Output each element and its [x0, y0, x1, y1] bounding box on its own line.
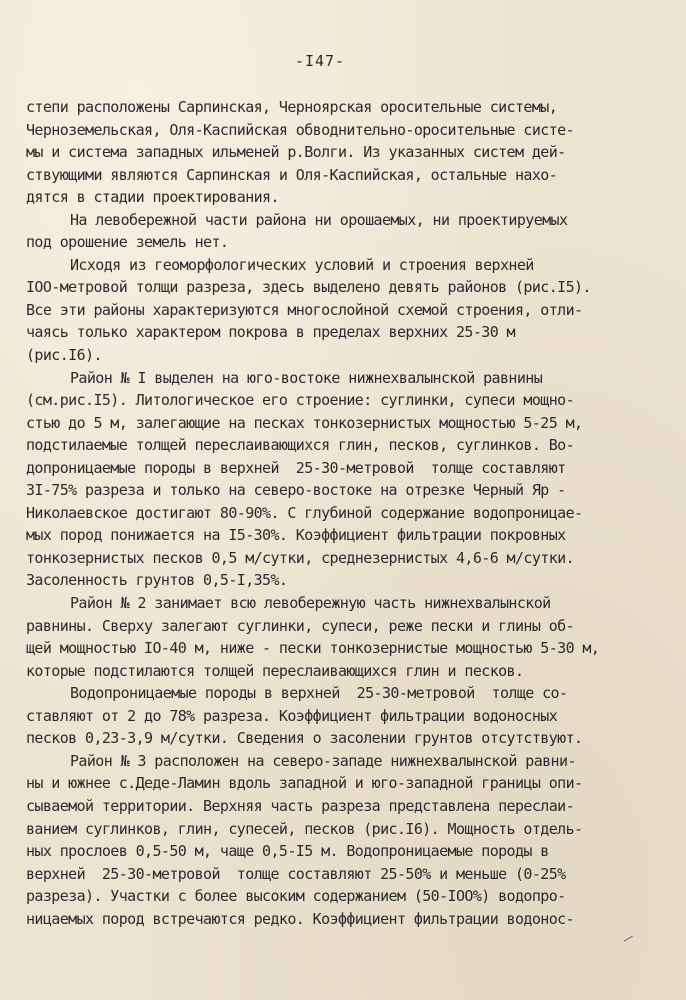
text-line: Район № I выделен на юго-востоке нижнехвалынской равнины — [70, 368, 543, 387]
text-line: ны и южнее с.Деде-Ламин вдоль западной и юго-западной границы опи- — [26, 774, 583, 793]
text-line: ных прослоев 0,5-50 м, чаще 0,5-I5 м. Водопроницаемые породы в — [26, 842, 549, 861]
body-text — [26, 96, 666, 930]
text-line: песков 0,23-3,9 м/сутки. Сведения о засолении грунтов отсутствуют. — [26, 729, 583, 748]
text-line: На левобережной части района ни орошаемых, ни проектируемых — [70, 210, 568, 229]
text-line: Район № 3 расположен на северо-западе нижнехвалынской равни- — [70, 751, 576, 770]
text-line: ницаемых пород встречаются редко. Коэффициент фильтрации водонос- — [26, 909, 575, 928]
page-number: -I47- — [294, 52, 346, 70]
text-line: Засоленность грунтов 0,5-I,35%. — [26, 571, 288, 590]
text-line: (см.рис.I5). Литологическое его строение: суглинки, супеси мощно- — [26, 391, 575, 410]
text-line: степи расположены Сарпинская, Черноярская оросительные системы, — [26, 98, 558, 116]
text-line: (рис.I6). — [26, 346, 102, 365]
text-line: тонкозернистых песков 0,5 м/сутки, среднезернистых 4,6-6 м/сутки. — [26, 548, 575, 567]
text-line: ванием суглинков, глин, супесей, песков (рис.I6). Мощность отдель- — [26, 819, 583, 838]
text-line: верхней 25-30-метровой толще составляют 25-50% и меньше (0-25% — [26, 864, 566, 883]
text-line: под орошение земель нет. — [26, 233, 229, 252]
text-line: подстилаемые толщей переслаивающихся глин, песков, суглинков. Во- — [26, 436, 575, 455]
pencil-mark — [624, 936, 635, 944]
text-line: мых пород понижается на I5-30%. Коэффициент фильтрации покровных — [26, 526, 566, 545]
text-line: Все эти районы характеризуются многослойной схемой строения, отли- — [26, 300, 583, 319]
text-line: Район № 2 занимает всю левобережную часть нижнехвалынской — [70, 594, 551, 613]
text-line: IOO-метровой толщи разреза, здесь выделено девять районов (рис.I5). — [26, 278, 591, 297]
text-line: дятся в стадии проектирования. — [26, 188, 279, 207]
text-line: равнины. Сверху залегают суглинки, супеси, реже пески и глины об- — [26, 616, 575, 635]
text-line: сываемой территории. Верхняя часть разреза представлена переслаи- — [26, 796, 575, 815]
text-line: которые подстилаются толщей переслаивающихся глин и песков. — [26, 661, 524, 680]
text-line: стью до 5 м, залегающие на песках тонкозернистых мощностью 5-25 м, — [26, 413, 583, 432]
text-line: Черноземельская, Оля-Каспийская обводнительно-оросительные систе- — [26, 120, 575, 139]
text-line: допроницаемые породы в верхней 25-30-метровой толще составляют — [26, 458, 566, 477]
text-line: Исходя из геоморфологических условий и строения верхней — [70, 255, 534, 274]
text-line: ставляют от 2 до 78% разреза. Коэффициент фильтрации водоносных — [26, 706, 558, 725]
text-line: ствующими являются Сарпинская и Оля-Каспийская, остальные нахо- — [26, 165, 558, 184]
text-line: 3I-75% разреза и только на северо-востоке на отрезке Черный Яр - — [26, 481, 566, 500]
text-line: чаясь только характером покрова в пределах верхних 25-30 м — [26, 323, 515, 342]
text-line: Николаевское достигают 80-90%. С глубиной содержание водопроницае- — [26, 503, 583, 522]
text-line: Водопроницаемые породы в верхней 25-30-метровой толще со- — [70, 684, 568, 703]
text-line: мы и система западных ильменей р.Волги. Из указанных систем дей- — [26, 143, 566, 162]
text-line: щей мощностью IO-40 м, ниже - пески тонкозернистые мощностью 5-30 м, — [26, 639, 600, 658]
text-line: разреза). Участки с более высоким содержанием (50-IOO%) водопро- — [26, 887, 566, 906]
